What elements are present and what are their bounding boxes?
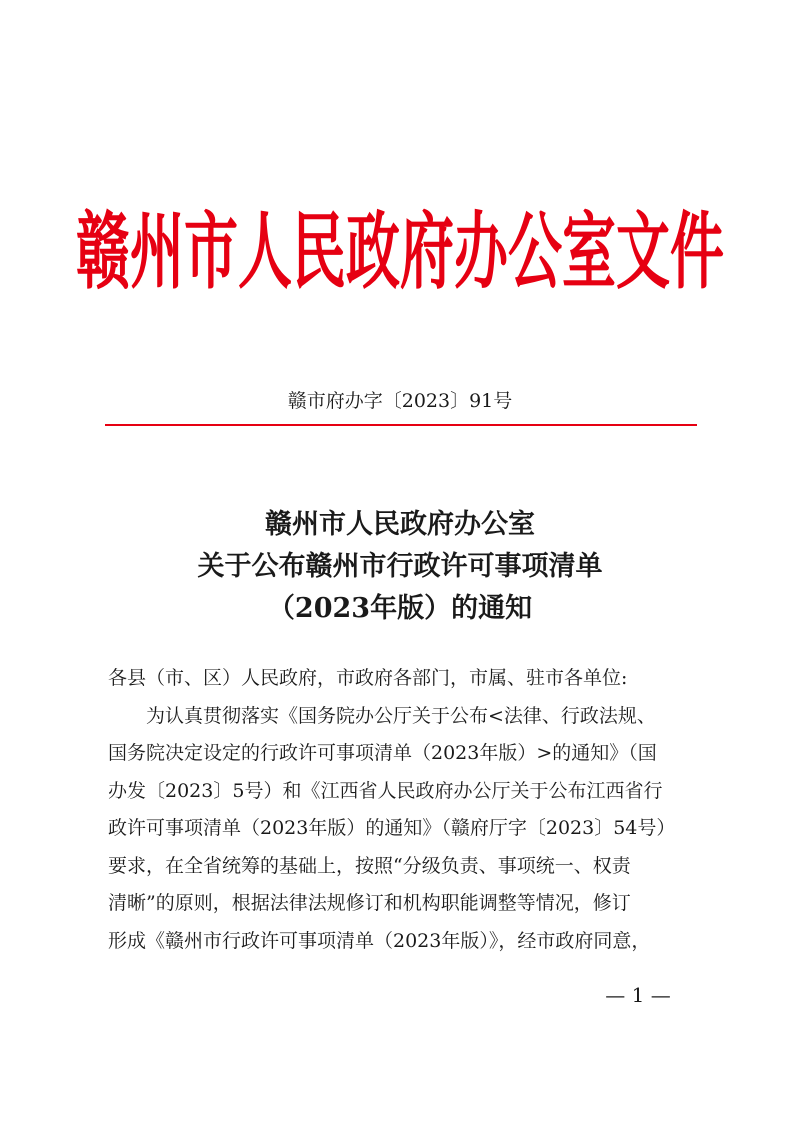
body-line-5: 要求，在全省统筹的基础上，按照“分级负责、事项统一、权责: [108, 854, 631, 877]
title-line-3: （2023年版）的通知: [267, 593, 533, 624]
title-line-1: 赣州市人民政府办公室: [265, 509, 535, 540]
body-line-6: 清晰”的原则，根据法律法规修订和机构职能调整等情况，修订: [108, 892, 631, 914]
body-line-4: 政许可事项清单（2023年版）的通知》（赣府厅字〔2023〕54号）: [108, 817, 676, 839]
document-number: 赣市府办字〔2023〕91号: [287, 390, 513, 412]
body-line-1: 为认真贯彻落实《国务院办公厅关于公布<法律、行政法规、: [146, 704, 656, 727]
red-divider-line: [105, 424, 697, 426]
page-number: — 1 —: [605, 983, 671, 1007]
document-body: [108, 660, 696, 960]
masthead: 赣州市人民政府办公室文件: [76, 201, 724, 301]
body-line-3: 办发〔2023〕5号）和《江西省人民政府办公厅关于公布江西省行: [108, 779, 663, 802]
addressee: 各县（市、区）人民政府，市政府各部门，市属、驻市各单位:: [108, 667, 628, 689]
body-line-7: 形成《赣州市行政许可事项清单（2023年版）》，经市政府同意，: [108, 929, 651, 952]
body-line-2: 国务院决定设定的行政许可事项清单（2023年版）>的通知》（国: [108, 742, 657, 764]
document-title: [0, 504, 800, 630]
title-line-2: 关于公布赣州市行政许可事项清单: [197, 551, 603, 582]
